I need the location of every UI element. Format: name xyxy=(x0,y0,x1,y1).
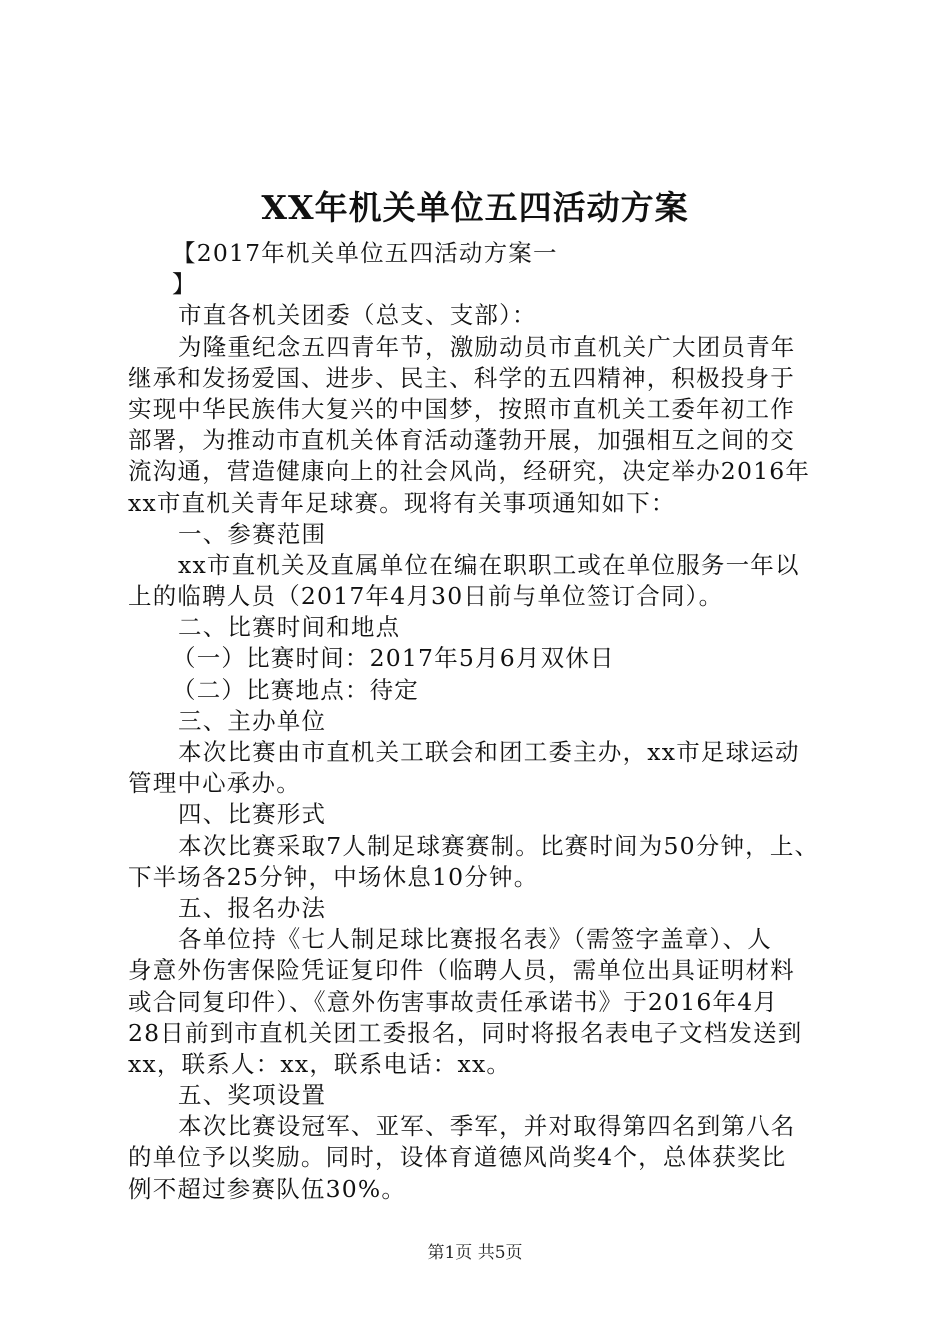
document-line: 或合同复印件）、《意外伤害事故责任承诺书》于2016年4月 xyxy=(128,987,779,1016)
document-line: 部署，为推动市直机关体育活动蓬勃开展，加强相互之间的交 xyxy=(128,426,795,455)
document-line: 市直各机关团委（总支、支部）： xyxy=(178,301,537,330)
document-title: XX年机关单位五四活动方案 xyxy=(261,188,689,227)
document-line: 五、报名办法 xyxy=(178,893,327,922)
document-line: xx，联系人：xx，联系电话：xx。 xyxy=(128,1049,512,1078)
document-line: （一）比赛时间：2017年5月6月双休日 xyxy=(172,644,615,673)
page-footer: 第1页 共5页 xyxy=(427,1243,523,1263)
document-line: 例不超过参赛队伍30%。 xyxy=(128,1174,407,1203)
document-line: xx市直机关及直属单位在编在职职工或在单位服务一年以 xyxy=(178,550,800,579)
document-line: 继承和发扬爱国、进步、民主、科学的五四精神，积极投身于 xyxy=(128,363,795,392)
document-line: 三、主办单位 xyxy=(178,706,327,735)
document-line: 流沟通，营造健康向上的社会风尚，经研究，决定举办2016年 xyxy=(128,457,811,486)
document-line: 身意外伤害保险凭证复印件（临聘人员，需单位出具证明材料 xyxy=(128,956,795,985)
document-line: 二、比赛时间和地点 xyxy=(178,613,401,642)
document-line: 本次比赛采取7人制足球赛赛制。比赛时间为50分钟，上、 xyxy=(178,831,820,860)
document-line: 四、比赛形式 xyxy=(178,800,327,829)
document-line: 一、参赛范围 xyxy=(178,519,327,548)
document-line: 五、奖项设置 xyxy=(178,1081,327,1110)
document-line: 的单位予以奖励。同时，设体育道德风尚奖4个，总体获奖比 xyxy=(128,1143,787,1172)
document-body xyxy=(128,238,840,1205)
document-line: 上的临聘人员（2017年4月30日前与单位签订合同）。 xyxy=(128,582,724,611)
document-line: 为隆重纪念五四青年节，激励动员市直机关广大团员青年 xyxy=(178,332,796,361)
document-line: 管理中心承办。 xyxy=(128,769,301,798)
document-line: 28日前到市直机关团工委报名，同时将报名表电子文档发送到 xyxy=(128,1018,803,1047)
document-line: 下半场各25分钟，中场休息10分钟。 xyxy=(128,862,539,891)
document-line: （二）比赛地点：待定 xyxy=(172,675,419,704)
document-line: 】 xyxy=(172,270,197,299)
document-line: 各单位持《七人制足球比赛报名表》（需签字盖章）、人 xyxy=(178,925,772,954)
document-line: 【2017年机关单位五四活动方案一 xyxy=(172,239,558,267)
document-line: 实现中华民族伟大复兴的中国梦，按照市直机关工委年初工作 xyxy=(128,394,795,423)
document-line: 本次比赛由市直机关工联会和团工委主办，xx市足球运动 xyxy=(178,738,800,766)
document-line: 本次比赛设冠军、亚军、季军，并对取得第四名到第八名 xyxy=(178,1112,796,1141)
document-line: xx市直机关青年足球赛。现将有关事项通知如下： xyxy=(128,488,676,517)
